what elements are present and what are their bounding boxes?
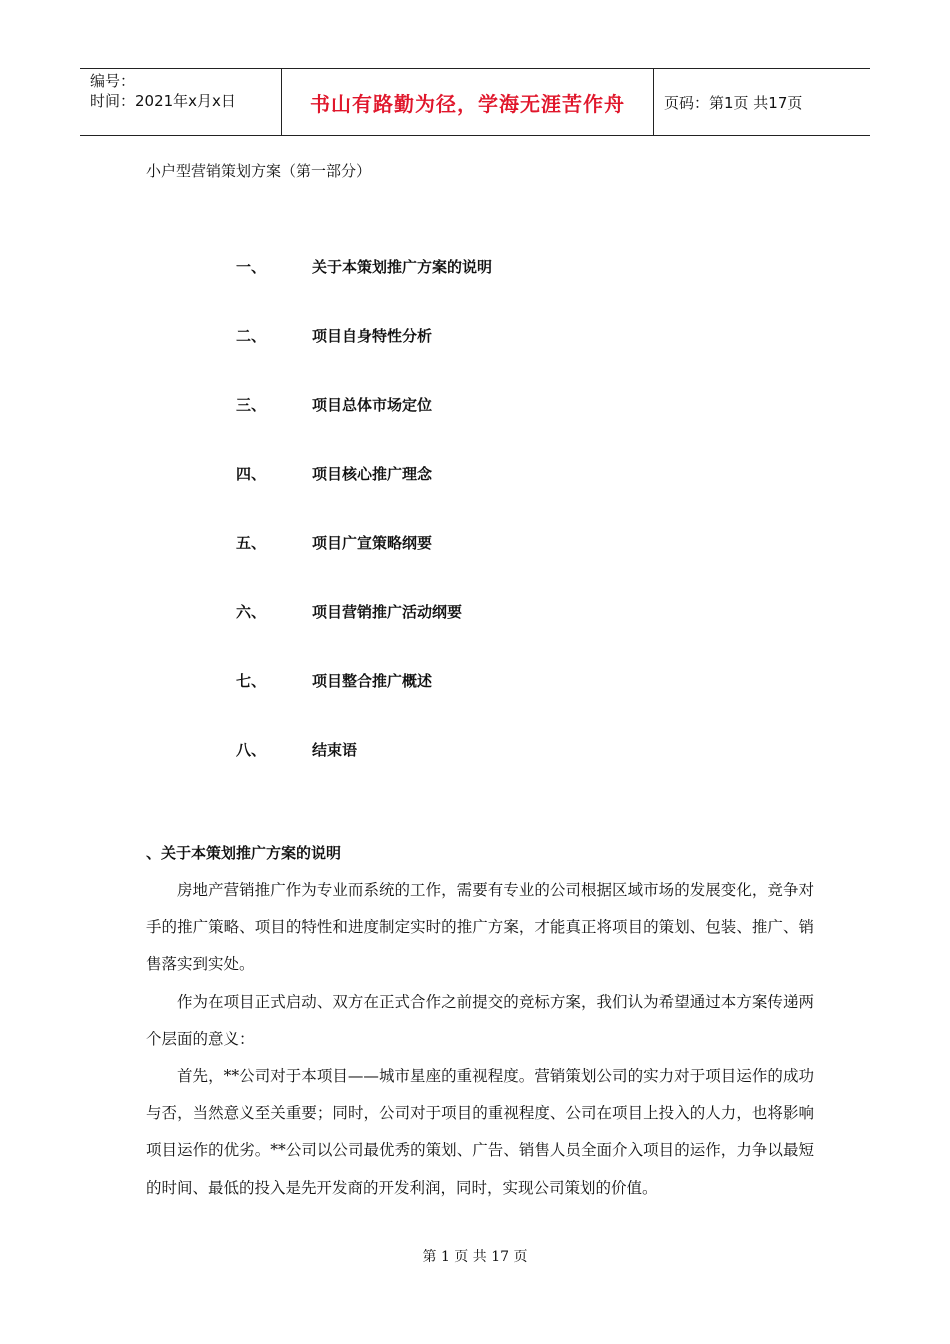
- document-title: 小户型营销策划方案（第一部分）: [146, 162, 372, 180]
- toc-item-text: 项目广宣策略纲要: [312, 534, 433, 552]
- toc-item-number: 二、: [236, 327, 267, 345]
- toc-item: [236, 532, 492, 601]
- body-paragraph: 作为在项目正式启动、双方在正式合作之前提交的竞标方案，我们认为希望通过本方案传递两个层面的意义：: [146, 992, 814, 1048]
- header-page-info: 页码：第1页 共17页: [664, 93, 803, 112]
- toc-item-number: 七、: [236, 672, 267, 690]
- toc-item: [236, 739, 492, 808]
- toc-item-text: 项目整合推广概述: [312, 672, 433, 690]
- toc-item-text: 项目核心推广理念: [312, 465, 433, 483]
- section-body: [146, 872, 814, 1207]
- table-of-contents: [236, 256, 492, 808]
- toc-item: [236, 601, 492, 670]
- page-footer: 第 1 页 共 17 页: [422, 1249, 528, 1265]
- toc-item: [236, 670, 492, 739]
- toc-item-number: 一、: [236, 258, 267, 276]
- page-header: [80, 68, 870, 136]
- toc-item-text: 关于本策划推广方案的说明: [312, 258, 493, 276]
- toc-item-number: 三、: [236, 396, 267, 414]
- toc-item-text: 项目自身特性分析: [312, 327, 433, 345]
- toc-item: [236, 394, 492, 463]
- document-date-label: 时间：2021年x月x日: [90, 92, 236, 110]
- toc-item-text: 项目营销推广活动纲要: [312, 603, 463, 621]
- toc-item: [236, 325, 492, 394]
- body-paragraph: 房地产营销推广作为专业而系统的工作，需要有专业的公司根据区域市场的发展变化，竞争对手的推广策略、项目的特性和进度制定实时的推广方案，才能真正将项目的策划、包装、推广、销售落实到实处。: [146, 881, 814, 974]
- toc-item: [236, 256, 492, 325]
- body-paragraph: 首先，**公司对于本项目——城市星座的重视程度。营销策划公司的实力对于项目运作的成功与否，当然意义至关重要；同时，公司对于项目的重视程度、公司在项目上投入的人力，也将影响项目运作的优劣。**公司以公司最优秀的策划、广告、销售人员全面介入项目的运作，力争以最短的时间、最低的投入是先开发商的开发利润，同时，实现公司策划的价值。: [146, 1067, 814, 1197]
- toc-item-text: 结束语: [312, 741, 358, 759]
- toc-item: [236, 463, 492, 532]
- toc-item-number: 八、: [236, 741, 267, 759]
- toc-item-number: 五、: [236, 534, 267, 552]
- header-motto: 书山有路勤为径，学海无涯苦作舟: [281, 69, 654, 135]
- section-heading: 、关于本策划推广方案的说明: [146, 844, 342, 862]
- toc-item-text: 项目总体市场定位: [312, 396, 433, 414]
- document-number-label: 编号：: [90, 72, 136, 90]
- toc-item-number: 六、: [236, 603, 267, 621]
- toc-item-number: 四、: [236, 465, 267, 483]
- header-meta: [80, 69, 281, 135]
